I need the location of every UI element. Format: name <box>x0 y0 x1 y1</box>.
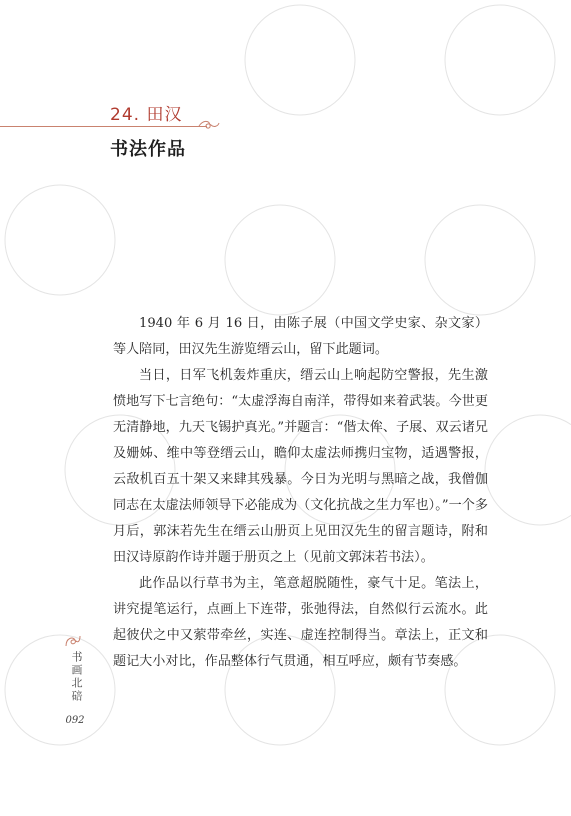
running-head-ornament-icon <box>62 632 84 650</box>
section-title: 书法作品 <box>110 139 186 160</box>
paragraph-2: 当日，日军飞机轰炸重庆，缙云山上响起防空警报，先生激愤地写下七言绝句：“太虚浮海自南洋，带得如来着武装。今世更无清静地，九天飞锡护真光。”并题言：“偕太侔、子展、双云诸兄及姗姊、维中等登缙云山，瞻仰太虚法师携归宝物，适遇警报，云敌机百五十架又来肆其残暴。今日为光明与黑暗之战，我僧伽同志在太虚法师领导下必能成为（文化抗战之生力军也）。”一个多月后，郭沫若先生在缙云山册页上见田汉先生的留言题诗，附和田汉诗原韵作诗并题于册页之上（见前文郭沫若书法）。 <box>113 368 488 565</box>
flourish-ornament-icon <box>197 117 221 133</box>
running-head: 书画北碚 <box>70 651 83 703</box>
chapter-title: 24. 田汉 <box>110 105 183 125</box>
body-text <box>113 311 488 675</box>
chapter-rule <box>0 126 207 127</box>
page-number: 092 <box>65 715 85 726</box>
paragraph-3: 此作品以行草书为主，笔意超脱随性，豪气十足。笔法上，讲究提笔运行，点画上下连带，张弛得法，自然似行云流水。此起彼伏之中又萦带牵丝，实连、虚连控制得当。章法上，正文和题记大小对比，作品整体行气贯通，相互呼应，颇有节奏感。 <box>113 576 488 669</box>
paragraph-1: 1940 年 6 月 16 日，由陈子展（中国文学史家、杂文家）等人陪同，田汉先生游览缙云山，留下此题词。 <box>113 316 488 357</box>
